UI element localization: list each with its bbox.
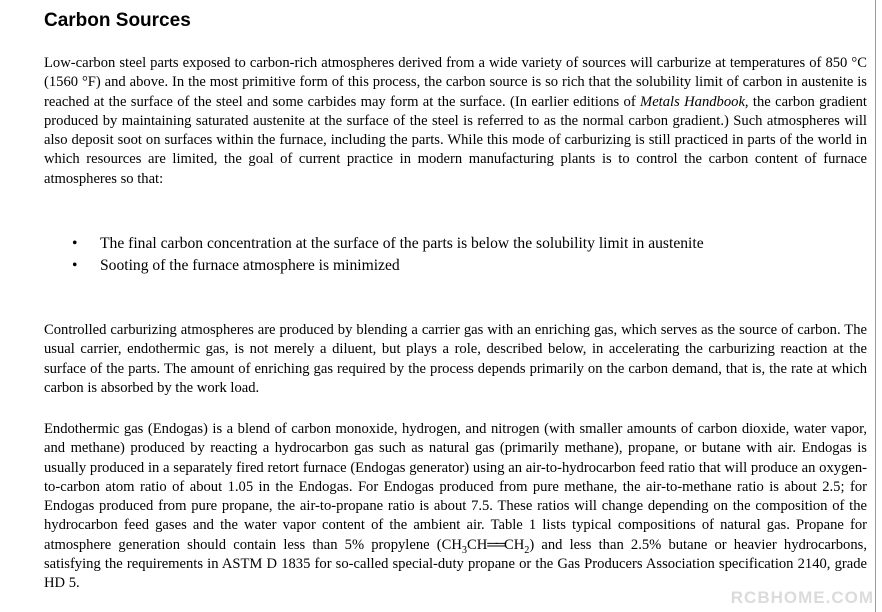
section-title: Carbon Sources <box>44 10 191 31</box>
bullet-list <box>72 233 704 277</box>
watermark: RCBHOME.COM <box>730 588 874 607</box>
subscript-2: 2 <box>524 544 530 556</box>
formula-end: CH <box>503 536 525 553</box>
metals-handbook-italic: Metals Handbook <box>640 93 745 110</box>
formula-mid: CH <box>467 536 488 553</box>
list-item <box>72 233 704 255</box>
paragraph-controlled-atmospheres: Controlled carburizing atmospheres are produced by blending a carrier gas with an enriching gas, which serves as the source of carbon. The usual carrier, endothermic gas, is not merely a diluent, but plays a role, described below, in accelerating the carburizing reaction at the surface of the parts. The amount of enriching gas required by the process depends primarily on the carbon demand, that is, the rate at which carbon is absorbed by the work load. <box>44 322 867 396</box>
paragraph-intro-text-a: Low-carbon steel parts exposed to carbon-rich atmospheres derived from a wide variety of sources will carburize at temperatures of 850 °C (1560 °F) and above. In the most primitive form of this process, the carbon source is so rich that the solubility limit of carbon in austenite is reached at the surface of the steel and some carbides may form at the surface. (In earlier editions of <box>44 55 867 110</box>
subscript-3: 3 <box>461 544 467 556</box>
paragraph-endothermic-gas <box>44 420 867 594</box>
paragraph-intro <box>44 54 867 189</box>
paragraph-intro-text-b: , the carbon gradient produced by maintaining saturated austenite at the surface of the steel is referred to as the normal carbon gradient.) Such atmospheres will also deposit soot on surfaces within the furnace, including the parts. While this mode of carburizing is still practiced in parts of the world in which resources are limited, the goal of current practice in modern manufacturing plants is to control the carbon content of furnace atmospheres so that: <box>44 93 867 187</box>
list-item <box>72 255 704 277</box>
double-bond-symbol: ══ <box>487 536 504 553</box>
paragraph-endogas-text-b: ) and less than 2.5% butane or heavier hydrocarbons, satisfying the requirements in ASTM D 1835 for so-called special-duty propane or the Gas Producers Association specification 2140, grade HD 5. <box>44 536 867 592</box>
bullet-glyph: • <box>72 235 78 252</box>
paragraph-endogas-text-a: Endothermic gas (Endogas) is a blend of carbon monoxide, hydrogen, and nitrogen (with smaller amounts of carbon dioxide, water vapor, and methane) produced by reacting a hydrocarbon gas such as natural gas (primarily methane), propane, or butane with air. Endogas is usually produced in a separately fired retort furnace (Endogas generator) using an air-to-hydrocarbon feed ratio that will produce an oxygen-to-carbon atom ratio of about 1.05 in the Endogas. For Endogas produced from pure methane, the air-to-methane ratio is about 2.5; for Endogas produced from pure propane, the air-to-propane ratio is about 7.5. These ratios will change depending on the composition of the hydrocarbon feed gases and the water vapor content of the ambient air. Table 1 lists typical compositions of natural gas. Propane for atmosphere generation should contain less than 5% propylene (CH <box>44 421 867 553</box>
bullet-text: The final carbon concentration at the surface of the parts is below the solubility limit in austenite <box>100 235 704 252</box>
bullet-text: Sooting of the furnace atmosphere is minimized <box>100 257 400 274</box>
bullet-glyph: • <box>72 257 78 274</box>
